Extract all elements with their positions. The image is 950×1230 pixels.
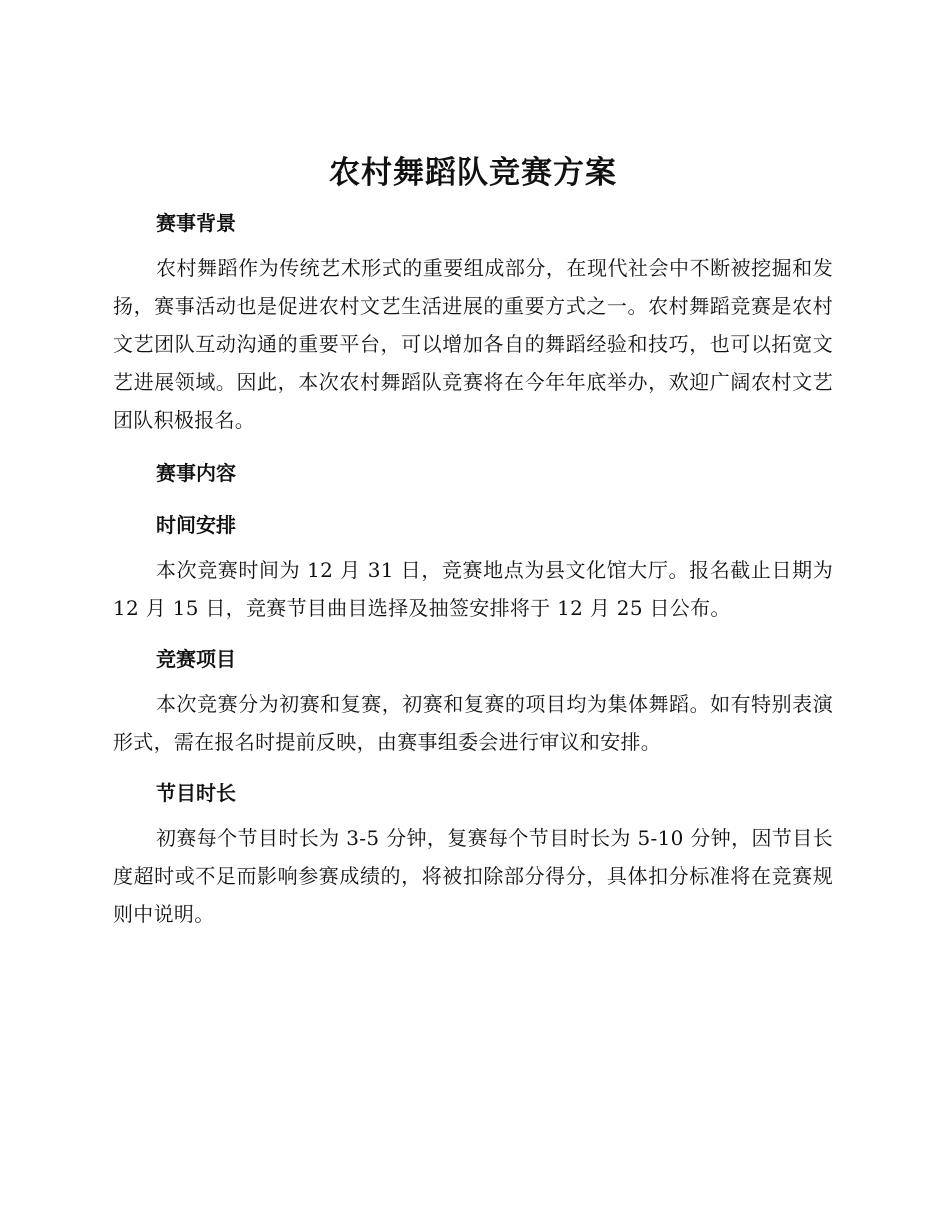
section-paragraph-events: 本次竞赛分为初赛和复赛，初赛和复赛的项目均为集体舞蹈。如有特别表演形式，需在报名时提前反映，由赛事组委会进行审议和安排。 xyxy=(113,692,833,754)
document-title: 农村舞蹈队竞赛方案 xyxy=(329,155,617,191)
document-body xyxy=(113,148,833,933)
section-heading-schedule: 时间安排 xyxy=(156,513,236,537)
section-heading-content: 赛事内容 xyxy=(156,461,236,485)
section-paragraph-schedule: 本次竞赛时间为 12 月 31 日，竞赛地点为县文化馆大厅。报名截止日期为 12 月 15 日，竞赛节目曲目选择及抽签安排将于 12 月 25 日公布。 xyxy=(113,558,833,620)
section-paragraph-background: 农村舞蹈作为传统艺术形式的重要组成部分，在现代社会中不断被挖掘和发扬，赛事活动也是促进农村文艺生活进展的重要方式之一。农村舞蹈竞赛是农村文艺团队互动沟通的重要平台，可以增加各自的舞蹈经验和技巧，也可以拓宽文艺进展领域。因此，本次农村舞蹈队竞赛将在今年年底举办，欢迎广阔农村文艺团队积极报名。 xyxy=(113,256,833,432)
section-paragraph-duration: 初赛每个节目时长为 3-5 分钟，复赛每个节目时长为 5-10 分钟，因节目长度超时或不足而影响参赛成绩的，将被扣除部分得分，具体扣分标准将在竞赛规则中说明。 xyxy=(113,826,833,926)
section-heading-events: 竞赛项目 xyxy=(156,647,236,671)
section-heading-background: 赛事背景 xyxy=(156,211,236,235)
section-heading-duration: 节目时长 xyxy=(156,781,236,805)
